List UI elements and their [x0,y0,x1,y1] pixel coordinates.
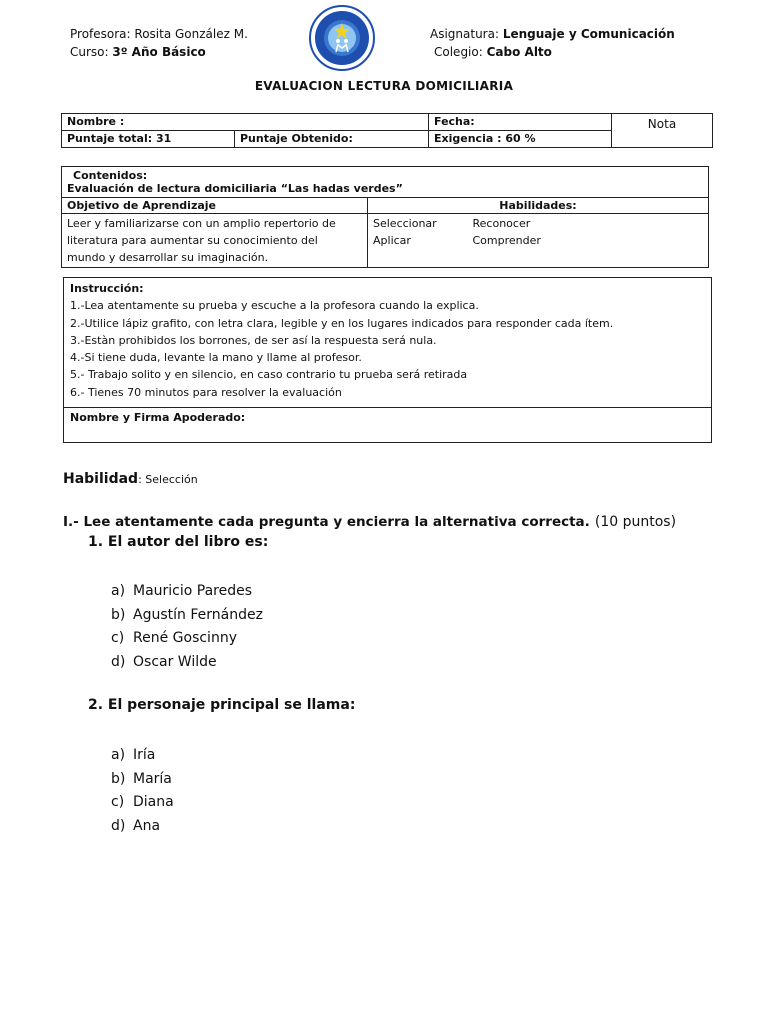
instruction-item: 2.-Utilice lápiz grafito, con letra clara, legible y en los lugares indicados para responder cada ítem. [70,316,614,330]
section-title: I.- Lee atentamente cada pregunta y encierra la alternativa correcta. [63,514,590,530]
objective-line: literatura para aumentar su conocimiento del [67,234,318,247]
instruction-item: 6.- Tienes 70 minutos para resolver la evaluación [70,385,342,399]
list-item: b) María [111,770,172,787]
question-1-options [111,580,263,674]
skills-header: Habilidades: [368,198,709,214]
instruction-item: 3.-Estàn prohibidos los borrones, de ser así la respuesta será nula. [70,333,437,347]
list-item: d) Oscar Wilde [111,653,217,670]
name-label: Nombre : [62,114,429,131]
skill-item: Reconocer [472,217,531,230]
info-table [61,113,713,148]
teacher-label: Profesora: [70,27,131,41]
objective-line: mundo y desarrollar su imaginación. [67,251,269,264]
instructions-label: Instrucción: [70,282,144,295]
instruction-item: 1.-Lea atentamente su prueba y escuche a la profesora cuando la explica. [70,299,479,313]
school-line [434,45,552,59]
course-line [70,45,206,59]
contents-value: Evaluación de lectura domiciliaria “Las hadas verdes” [67,182,403,195]
contents-label: Contenidos: [73,169,148,182]
objective-header: Objetivo de Aprendizaje [62,198,368,214]
skill-item: Comprender [472,234,541,247]
subject-value: Lenguaje y Comunicación [502,27,675,41]
skill-value: : Selección [138,473,198,486]
skill-item: Seleccionar [373,217,437,230]
section-points: (10 puntos) [594,514,677,530]
content-table [61,166,709,268]
list-item: b) Agustín Fernández [111,606,263,623]
instruction-item: 4.-Si tiene duda, levante la mano y llame al profesor. [70,351,362,365]
school-logo [309,5,375,71]
teacher-line [70,27,248,41]
date-label: Fecha: [429,114,612,131]
obtained-points: Puntaje Obtenido: [235,131,429,148]
question-1: 1. El autor del libro es: [88,534,269,550]
school-label: Colegio: [434,45,483,59]
signature-label: Nombre y Firma Apoderado: [70,411,246,424]
list-item: c) Diana [111,794,174,810]
instructions-box [63,277,712,443]
list-item: a) Iría [111,747,156,763]
subject-label: Asignatura: [430,27,500,41]
school-value: Cabo Alto [486,45,552,59]
objective-cell [62,214,368,268]
grade-label: Nota [612,114,713,148]
list-item: a) Mauricio Paredes [111,583,253,599]
skill-label: Habilidad [63,471,139,487]
page-title: EVALUACION LECTURA DOMICILIARIA [254,79,514,93]
question-2: 2. El personaje principal se llama: [88,697,356,713]
divider [64,407,711,408]
section-heading [63,511,676,530]
teacher-value: Rosita González M. [134,27,248,41]
skill-item: Aplicar [373,234,411,247]
course-value: 3º Año Básico [112,45,206,59]
question-2-options [111,744,174,838]
list-item: c) René Goscinny [111,630,237,646]
total-points: Puntaje total: 31 [62,131,235,148]
course-label: Curso: [70,45,109,59]
skill-line [63,468,198,487]
subject-line [430,27,675,41]
list-item: d) Ana [111,817,161,834]
skills-cell [368,214,709,268]
requirement: Exigencia : 60 % [429,131,612,148]
instruction-item: 5.- Trabajo solito y en silencio, en caso contrario tu prueba será retirada [70,368,468,382]
objective-line: Leer y familiarizarse con un amplio repertorio de [67,217,336,230]
